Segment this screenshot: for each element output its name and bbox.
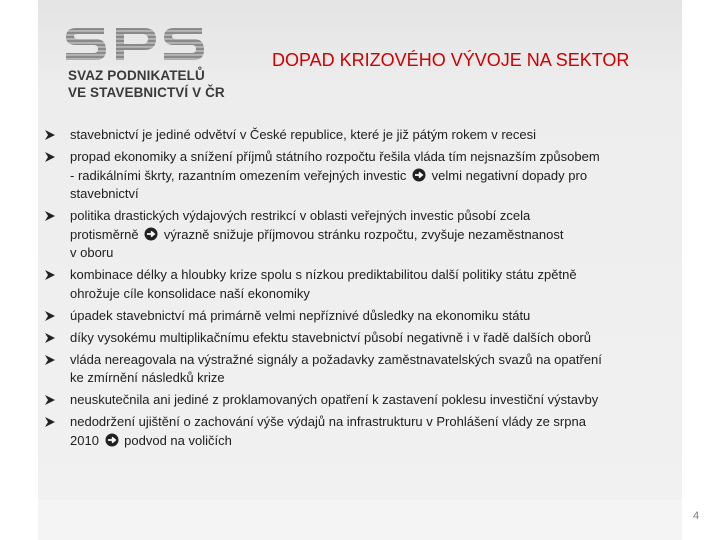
bullet-item	[44, 413, 684, 450]
footer-strip	[38, 500, 682, 540]
bullet-item	[44, 126, 684, 145]
logo-text-line-1: SVAZ PODNIKATELŮ	[68, 68, 205, 83]
bullet-text: velmi negativní dopady pro	[431, 167, 588, 183]
arrow-bullet-icon	[44, 310, 56, 322]
bullet-item	[44, 207, 684, 263]
bullet-text: stavebnictví	[70, 186, 139, 201]
bullet-item	[44, 266, 684, 303]
slide-title: DOPAD KRIZOVÉHO VÝVOJE NA SEKTOR	[272, 50, 630, 70]
bullet-text: propad ekonomiky a snížení příjmů státního rozpočtu řešila vláda tím nejsnazším způsobem	[70, 149, 600, 164]
wingdings-arrow-circle-icon	[412, 168, 426, 182]
bullet-text: ohrožuje cíle konsolidace naší ekonomiky	[70, 285, 310, 301]
bullet-text: podvod na voličích	[124, 432, 232, 448]
bullet-item	[44, 329, 684, 348]
bullet-text: ke zmírnění následků krize	[70, 370, 225, 385]
arrow-bullet-icon	[44, 210, 56, 222]
bullet-list	[44, 126, 684, 454]
arrow-bullet-icon	[44, 129, 56, 141]
bullet-text: úpadek stavebnictví má primárně velmi nepříznivé důsledky na ekonomiku státu	[70, 307, 531, 323]
bullet-text: nedodržení ujištění o zachování výše výdajů na infrastrukturu v Prohlášení vlády ze srpna	[70, 414, 586, 429]
bullet-item	[44, 148, 684, 204]
bullet-text: kombinace délky a hloubky krize spolu s nízkou prediktabilitou další politiky státu zpětně	[70, 267, 577, 282]
bullet-text: politika drastických výdajových restrikcí v oblasti veřejných investic působí zcela	[70, 208, 531, 223]
bullet-text: v oboru	[70, 245, 114, 260]
sps-logo	[64, 24, 225, 104]
bullet-text: díky vysokému multiplikačnímu efektu stavebnictví působí negativně i v řadě dalších oborů	[70, 329, 591, 345]
arrow-bullet-icon	[44, 354, 56, 366]
bullet-text: protisměrně	[70, 226, 139, 242]
arrow-bullet-icon	[44, 394, 56, 406]
bullet-item	[44, 307, 684, 326]
bullet-text: stavebnictví je jediné odvětví v České republice, které je již pátým rokem v recesi	[70, 127, 537, 142]
page-number: 4	[693, 510, 700, 522]
wingdings-arrow-circle-icon	[105, 433, 119, 447]
bullet-item	[44, 391, 684, 410]
arrow-bullet-icon	[44, 332, 56, 344]
bullet-text: vláda nereagovala na výstražné signály a požadavky zaměstnavatelských svazů na opatření	[70, 351, 602, 367]
sps-logo-mark	[64, 24, 214, 64]
wingdings-arrow-circle-icon	[144, 227, 158, 241]
bullet-text: neuskutečnila ani jediné z proklamovaných opatření k zastavení poklesu investiční výstavby	[70, 392, 599, 407]
bullet-text: 2010	[70, 432, 99, 448]
arrow-bullet-icon	[44, 151, 56, 163]
arrow-bullet-icon	[44, 269, 56, 281]
side-band	[682, 0, 720, 540]
bullet-item	[44, 351, 684, 388]
bullet-text: - radikálními škrty, razantním omezením veřejných investic	[70, 167, 407, 183]
logo-text-line-2: VE STAVEBNICTVÍ V ČR	[68, 85, 225, 100]
bullet-text: výrazně snižuje příjmovou stránku rozpočtu, zvyšuje nezaměstnanost	[163, 226, 564, 242]
arrow-bullet-icon	[44, 416, 56, 428]
